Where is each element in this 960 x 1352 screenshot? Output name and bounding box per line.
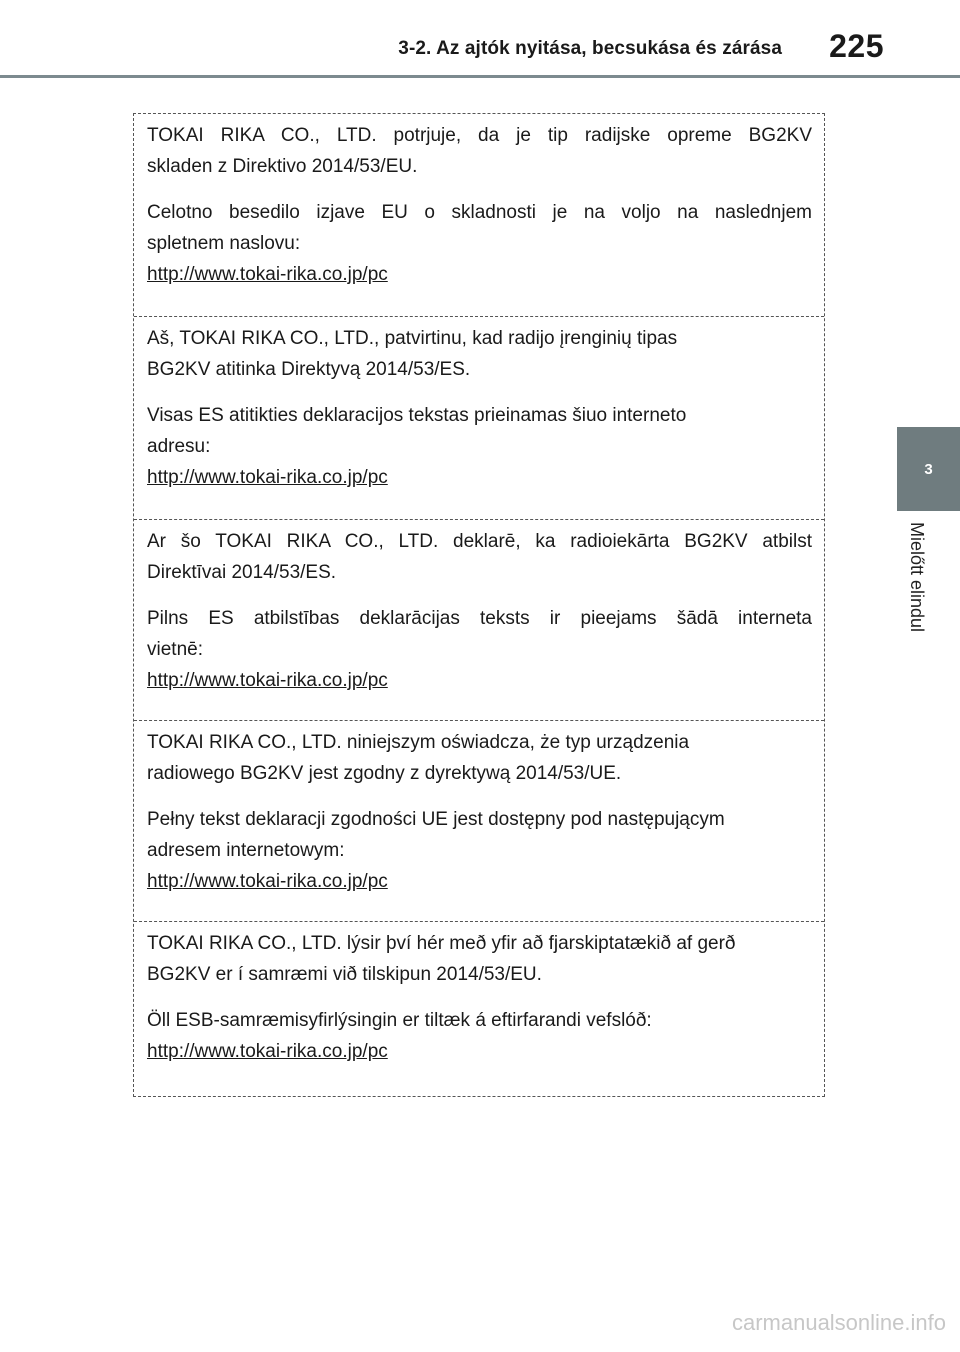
declaration-text: Direktīvai 2014/53/ES.: [147, 562, 337, 583]
declaration-text: Aš, TOKAI RIKA CO., LTD., patvirtinu, kad radijo įrenginių tipas: [147, 328, 678, 349]
declaration-text: BG2KV er í samræmi við tilskipun 2014/53/EU.: [147, 964, 542, 985]
declaration-block-pl: [134, 721, 824, 922]
declaration-url-link[interactable]: http://www.tokai-rika.co.jp/pc: [147, 264, 388, 285]
declaration-block-lv: [134, 520, 824, 721]
declaration-url-link[interactable]: http://www.tokai-rika.co.jp/pc: [147, 871, 388, 892]
chapter-number: 3: [924, 460, 933, 478]
page-number: 225: [829, 28, 884, 64]
declaration-block-is: [134, 922, 824, 1096]
watermark: carmanualsonline.info: [731, 1310, 946, 1335]
declaration-text: Visas ES atitikties deklaracijos tekstas prieinamas šiuo interneto: [147, 405, 687, 426]
declaration-text: Celotno besedilo izjave EU o skladnosti je na voljo na naslednjem: [147, 202, 812, 223]
declaration-block-lt: [134, 317, 824, 520]
declarations-box: [133, 113, 825, 1097]
declaration-text: Öll ESB-samræmisyfirlýsingin er tiltæk á eftirfarandi vefslóð:: [147, 1010, 652, 1031]
declaration-url-link[interactable]: http://www.tokai-rika.co.jp/pc: [147, 670, 388, 691]
section-title: 3-2. Az ajtók nyitása, becsukása és zárása: [398, 38, 782, 59]
declaration-text: TOKAI RIKA CO., LTD. niniejszym oświadcza, że typ urządzenia: [147, 732, 690, 753]
declaration-text: Ar šo TOKAI RIKA CO., LTD. deklarē, ka radioiekārta BG2KV atbilst: [147, 531, 812, 552]
declaration-url-link[interactable]: http://www.tokai-rika.co.jp/pc: [147, 467, 388, 488]
header-divider: [0, 75, 960, 78]
chapter-side-title: Mielőtt elindul: [907, 522, 927, 633]
declaration-text: adresu:: [147, 436, 211, 457]
declaration-text: BG2KV atitinka Direktyvą 2014/53/ES.: [147, 359, 471, 380]
declaration-block-sl: [134, 114, 824, 317]
declaration-text: TOKAI RIKA CO., LTD. potrjuje, da je tip radijske opreme BG2KV: [147, 125, 812, 146]
declaration-text: radiowego BG2KV jest zgodny z dyrektywą 2014/53/UE.: [147, 763, 622, 784]
declaration-url-link[interactable]: http://www.tokai-rika.co.jp/pc: [147, 1041, 388, 1062]
declaration-text: Pełny tekst deklaracji zgodności UE jest dostępny pod następującym: [147, 809, 725, 830]
declaration-text: vietnē:: [147, 639, 203, 660]
declaration-text: Pilns ES atbilstības deklarācijas teksts ir pieejams šādā interneta: [147, 608, 812, 629]
chapter-tab[interactable]: [897, 427, 960, 511]
declaration-text: skladen z Direktivo 2014/53/EU.: [147, 156, 418, 177]
declaration-text: adresem internetowym:: [147, 840, 345, 861]
declaration-text: spletnem naslovu:: [147, 233, 301, 254]
declaration-text: TOKAI RIKA CO., LTD. lýsir því hér með yfir að fjarskiptatækið af gerð: [147, 933, 736, 954]
